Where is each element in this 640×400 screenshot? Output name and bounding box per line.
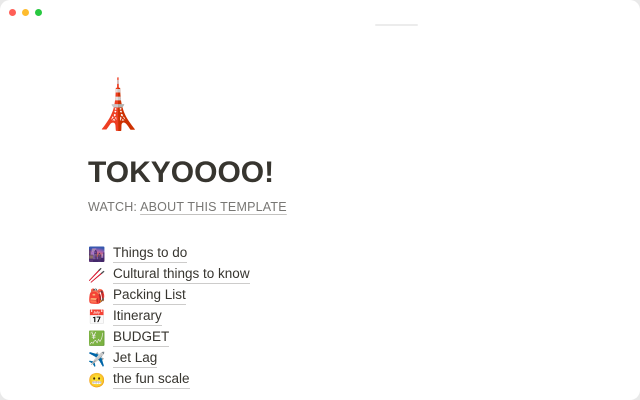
page-link-label: BUDGET [113,329,169,346]
about-template-link[interactable]: ABOUT THIS TEMPLATE [140,199,287,214]
page-content [88,78,558,391]
minimize-button[interactable] [22,9,29,16]
page-link-label: Cultural things to know [113,266,250,283]
page-link-label: Jet Lag [113,350,157,367]
topbar-placeholder-line [375,24,418,26]
calendar-icon: 📅 [88,309,106,325]
subtitle-prefix: WATCH: [88,199,138,214]
page-link-label: Itinerary [113,308,162,325]
backpack-icon: 🎒 [88,288,106,304]
close-button[interactable] [9,9,16,16]
chopsticks-icon: 🥢 [88,267,106,283]
zoom-button[interactable] [35,9,42,16]
page-link-budget[interactable] [88,328,558,349]
page-title[interactable]: TOKYOOOO! [88,156,275,189]
page-link-things-to-do[interactable] [88,244,558,265]
page-link-label: Packing List [113,287,186,304]
page-link-cultural-things[interactable] [88,265,558,286]
page-link-list [88,244,558,391]
page-link-label: the fun scale [113,371,190,388]
grimacing-face-icon: 😬 [88,372,106,388]
page-icon-tokyo-tower[interactable]: 🗼 [88,79,148,132]
page-link-packing-list[interactable] [88,286,558,307]
window-controls [9,9,42,16]
page-link-label: Things to do [113,245,187,262]
page-link-fun-scale[interactable] [88,370,558,391]
airplane-icon: ✈️ [88,351,106,367]
chart-increasing-yen-icon: 💹 [88,330,106,346]
page-subtitle [88,200,558,215]
cityscape-dusk-icon: 🌆 [88,246,106,262]
page-link-itinerary[interactable] [88,307,558,328]
page-link-jet-lag[interactable] [88,349,558,370]
